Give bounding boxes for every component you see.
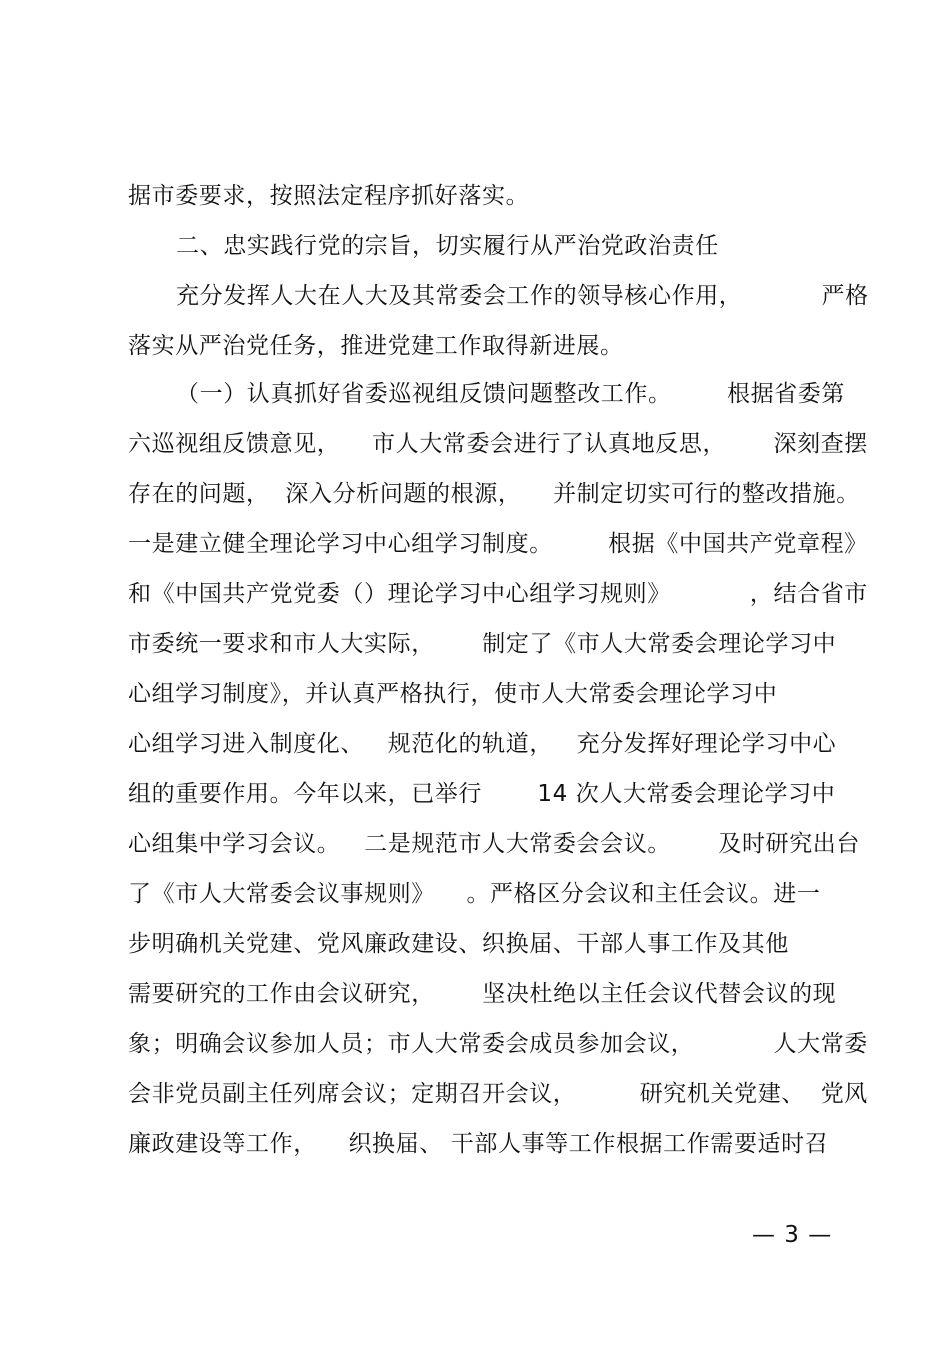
page-number: — 3 — <box>752 1222 833 1248</box>
text-line-9: 和《中国共产党党委（）理论学习中心组学习规则》 ，结合省市 <box>128 581 868 607</box>
text-line-19: 会非党员副主任列席会议；定期召开会议， 研究机关党建、 党风 <box>128 1081 868 1107</box>
text-line-6: 六巡视组反馈意见， 市人大常委会进行了认真地反思， 深刻查摆 <box>128 431 868 457</box>
section-heading: 二、忠实践行党的宗旨，切实履行从严治党政治责任 <box>176 233 719 259</box>
text-line-16: 步明确机关党建、党风廉政建设、织换届、干部人事工作及其他 <box>128 931 789 957</box>
text-line-12: 心组学习进入制度化、 规范化的轨道， 充分发挥好理论学习中心 <box>128 731 837 757</box>
text-line-8: 一是建立健全理论学习中心组学习制度。 根据《中国共产党章程》 <box>128 531 868 557</box>
text-line-20: 廉政建设等工作， 织换届、 干部人事等工作根据工作需要适时召 <box>128 1131 829 1157</box>
text-line-15: 了《市人大常委会议事规则》 。严格区分会议和主任会议。进一 <box>128 881 821 907</box>
text-line-13: 组的重要作用。今年以来，已举行 14 次人大常委会理论学习中 <box>128 781 836 807</box>
text-line-18: 象；明确会议参加人员；市人大常委会成员参加会议， 人大常委 <box>128 1031 868 1057</box>
text-line-11: 心组学习制度》，并认真严格执行，使市人大常委会理论学习中 <box>128 681 778 707</box>
text-line-4: 落实从严治党任务，推进党建工作取得新进展。 <box>128 333 624 359</box>
text-line-14: 心组集中学习会议。 二是规范市人大常委会会议。 及时研究出台 <box>128 831 860 857</box>
text-line-17: 需要研究的工作由会议研究， 坚决杜绝以主任会议代替会议的现 <box>128 981 837 1007</box>
text-line-10: 市委统一要求和市人大实际， 制定了《市人大常委会理论学习中 <box>128 631 837 657</box>
subsection-line: （一）认真抓好省委巡视组反馈问题整改工作。 根据省委第 <box>176 381 845 407</box>
text-line-3: 充分发挥人大在人大及其常委会工作的领导核心作用， 严格 <box>176 283 869 309</box>
text-line-1: 据市委要求，按照法定程序抓好落实。 <box>128 183 530 209</box>
text-line-7: 存在的问题， 深入分析问题的根源， 并制定切实可行的整改措施。 <box>128 481 860 507</box>
